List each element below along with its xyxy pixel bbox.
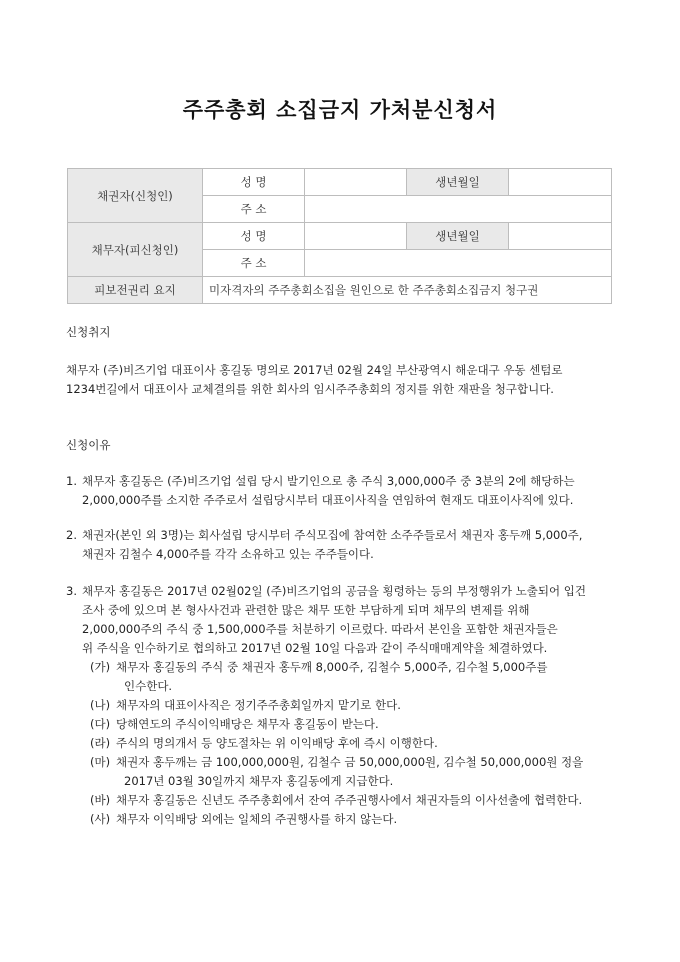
creditor-address-value [305,196,612,223]
debtor-label: 채무자(피신청인) [68,223,203,277]
sub-item-text: 채무자 홍길동의 주식 중 채권자 홍두깨 8,000주, 김철수 5,000주, 김수철 5,000주를 [116,660,548,674]
debtor-birth-value [509,223,612,250]
reason-number: 2. [66,528,77,542]
sub-item-ga [82,658,626,696]
sub-item-ma [82,753,626,791]
reason-line: 2,000,000주를 소지한 주주로서 설립당시부터 대표이사직을 연임하여 현재도 대표이사직에 있다. [82,493,574,507]
purpose-line: 채무자 (주)비즈기업 대표이사 홍길동 명의로 2017년 02월 24일 부산광역시 해운대구 우동 센텀로 [66,363,563,377]
creditor-birth-value [509,169,612,196]
creditor-name-value [305,169,407,196]
reason-line: 채무자 홍길동은 (주)비즈기업 설립 당시 발기인으로 총 주식 3,000,000주 중 3분의 2에 해당하는 [82,474,575,488]
sub-item-marker: (나) [90,698,111,712]
reason-number: 1. [66,474,77,488]
debtor-birth-label: 생년월일 [407,223,509,250]
sub-item-text: 2017년 03월 30일까지 채무자 홍길동에게 지급한다. [124,774,394,788]
sub-item-text: 주식의 명의개서 등 양도절차는 위 이익배당 후에 즉시 이행한다. [116,736,438,750]
sub-item-marker: (마) [90,755,111,769]
reason-line: 조사 중에 있으며 본 형사사건과 관련한 많은 채무 또한 부담하게 되며 채무의 변제를 위해 [82,603,530,617]
sub-item-sa [82,810,626,829]
sub-item-marker: (바) [90,793,111,807]
purpose-body [66,361,616,399]
purpose-line: 1234번길에서 대표이사 교체결의를 위한 회사의 임시주주총회의 정지를 위한 재판을 청구합니다. [66,382,554,396]
reason-line: 채권자 김철수 4,000주를 각각 소유하고 있는 주주들이다. [82,547,374,561]
reason-line: 채무자 홍길동은 2017년 02월02일 (주)비즈기업의 공금을 횡령하는 등의 부정행위가 노출되어 입건 [82,584,586,598]
protected-right-label: 피보전권리 요지 [68,277,203,304]
sub-item-da [82,715,626,734]
reason-number: 3. [66,584,77,598]
sub-item-marker: (라) [90,736,111,750]
creditor-address-label: 주 소 [203,196,305,223]
reason-item-3 [66,582,626,829]
sub-item-text: 당해연도의 주식이익배당은 채무자 홍길동이 받는다. [116,717,379,731]
reason-line: 2,000,000주의 주식 중 1,500,000주를 처분하기 이르렀다. 따라서 본인을 포함한 채권자들은 [82,622,558,636]
debtor-address-label: 주 소 [203,250,305,277]
reason-line: 채권자(본인 외 3명)는 회사설립 당시부터 주식모집에 참여한 소주주들로서 채권자 홍두깨 5,000주, [82,528,583,542]
sub-item-marker: (다) [90,717,111,731]
sub-item-text: 채무자 홍길동은 신년도 주주총회에서 잔여 주주권행사에서 채권자들의 이사선출에 협력한다. [116,793,583,807]
sub-item-marker: (가) [90,660,111,674]
debtor-name-label: 성 명 [203,223,305,250]
sub-item-ra [82,734,626,753]
table-row [68,277,612,304]
sub-item-text: 채권자 홍두깨는 금 100,000,000원, 김철수 금 50,000,000원, 김수철 50,000,000원 정을 [116,755,584,769]
sub-item-marker: (사) [90,812,111,826]
creditor-name-label: 성 명 [203,169,305,196]
party-info-table [67,168,612,304]
sub-item-ba [82,791,626,810]
reason-item-1 [66,472,626,510]
protected-right-value: 미자격자의 주주총회소집을 원인으로 한 주주총회소집금지 청구권 [203,277,612,304]
table-row [68,223,612,250]
sub-item-text: 채무자의 대표이사직은 정기주주총회일까지 맡기로 한다. [116,698,401,712]
creditor-birth-label: 생년월일 [407,169,509,196]
table-row [68,169,612,196]
sub-item-text: 인수한다. [124,679,173,693]
creditor-label: 채권자(신청인) [68,169,203,223]
reasons-heading: 신청이유 [66,438,111,452]
reason-item-2 [66,526,626,564]
debtor-name-value [305,223,407,250]
sub-item-na [82,696,626,715]
reason-line: 위 주식을 인수하기로 협의하고 2017년 02월 10일 다음과 같이 주식매매계약을 체결하였다. [82,641,548,655]
debtor-address-value [305,250,612,277]
sub-item-text: 채무자 이익배당 외에는 일체의 주권행사를 하지 않는다. [116,812,398,826]
document-title: 주주총회 소집금지 가처분신청서 [182,98,498,122]
purpose-heading: 신청취지 [66,325,111,339]
